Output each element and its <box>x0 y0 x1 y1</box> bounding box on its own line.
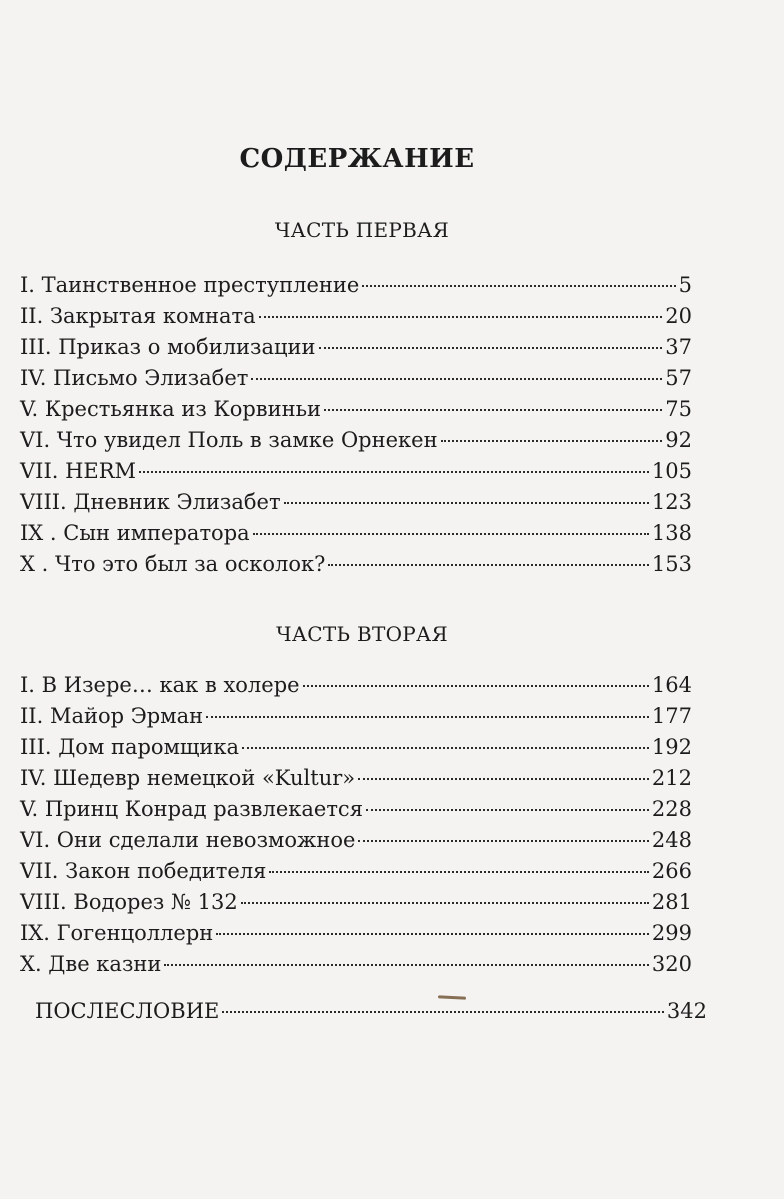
dot-leader <box>164 964 649 966</box>
toc-entry-title: I. Таинственное преступление <box>20 273 360 297</box>
toc-entry-title: IX. Гогенцоллерн <box>20 921 214 945</box>
toc-entry-page: 5 <box>678 273 692 297</box>
dot-leader <box>222 1011 664 1013</box>
toc-entry-page: 192 <box>651 735 692 759</box>
part-one-heading: ЧАСТЬ ПЕРВАЯ <box>274 218 450 242</box>
toc-entry-title: VIII. Дневник Элизабет <box>20 490 281 514</box>
dot-leader <box>324 409 662 411</box>
toc-entry-title: V. Принц Конрад развлекается <box>20 797 363 821</box>
toc-entry-page: 153 <box>651 552 692 576</box>
toc-entry-page: 228 <box>651 797 692 821</box>
toc-entry-page: 20 <box>665 304 692 328</box>
toc-entry <box>20 732 692 763</box>
toc-entry <box>20 332 692 363</box>
part-two-toc-list <box>20 670 692 980</box>
dot-leader <box>251 378 662 380</box>
toc-entry-page: 123 <box>651 490 692 514</box>
dot-leader <box>328 564 649 566</box>
toc-entry-page: 75 <box>665 397 692 421</box>
dot-leader <box>216 933 649 935</box>
toc-entry-page: 266 <box>651 859 692 883</box>
toc-entry-title: II. Майор Эрман <box>20 704 204 728</box>
toc-entry <box>20 518 692 549</box>
toc-entry <box>20 949 692 980</box>
toc-entry <box>20 549 692 580</box>
toc-entry-page: 177 <box>651 704 692 728</box>
toc-entry <box>20 856 692 887</box>
toc-entry-title: V. Крестьянка из Корвиньи <box>20 397 322 421</box>
toc-entry <box>20 887 692 918</box>
toc-entry <box>20 701 692 732</box>
dot-leader <box>241 902 649 904</box>
toc-entry-page: 37 <box>665 335 692 359</box>
dot-leader <box>206 716 649 718</box>
toc-entry <box>20 670 692 701</box>
afterword-entry <box>35 996 707 1027</box>
dot-leader <box>358 778 649 780</box>
toc-entry-title: IV. Письмо Элизабет <box>20 366 249 390</box>
toc-entry-page: 105 <box>651 459 692 483</box>
toc-entry <box>20 301 692 332</box>
dot-leader <box>366 809 649 811</box>
toc-entry-title: III. Дом паромщика <box>20 735 240 759</box>
toc-entry <box>20 456 692 487</box>
dot-leader <box>269 871 648 873</box>
toc-entry-title: X. Две казни <box>20 952 162 976</box>
toc-entry <box>20 270 692 301</box>
dot-leader <box>441 440 663 442</box>
toc-entry-title: VI. Что увидел Поль в замке Орнекен <box>20 428 438 452</box>
toc-entry <box>20 394 692 425</box>
toc-entry <box>20 425 692 456</box>
toc-entry-title: VII. Закон победителя <box>20 859 267 883</box>
dot-leader <box>319 347 663 349</box>
toc-entry-page: 299 <box>651 921 692 945</box>
toc-entry-title: III. Приказ о мобилизации <box>20 335 316 359</box>
toc-entry-page: 248 <box>651 828 692 852</box>
toc-entry-page: 92 <box>665 428 692 452</box>
toc-entry <box>20 763 692 794</box>
toc-entry-page: 320 <box>651 952 692 976</box>
dot-leader <box>303 685 649 687</box>
toc-entry-title: IX . Сын императора <box>20 521 250 545</box>
dot-leader <box>242 747 649 749</box>
toc-entry-page: 57 <box>665 366 692 390</box>
afterword-page: 342 <box>666 999 707 1023</box>
toc-entry-page: 164 <box>651 673 692 697</box>
toc-entry-title: II. Закрытая комната <box>20 304 256 328</box>
toc-entry-page: 281 <box>651 890 692 914</box>
toc-entry-title: I. В Изере… как в холере <box>20 673 300 697</box>
toc-entry-title: IV. Шедевр немецкой «Kultur» <box>20 766 356 790</box>
toc-entry-title: VII. HERM <box>20 459 137 483</box>
toc-entry-title: VI. Они сделали невозможное <box>20 828 356 852</box>
afterword-title: ПОСЛЕСЛОВИЕ <box>35 999 220 1023</box>
dot-leader <box>362 285 675 287</box>
dot-leader <box>253 533 649 535</box>
toc-entry-title: X . Что это был за осколок? <box>20 552 326 576</box>
toc-entry <box>20 918 692 949</box>
dot-leader <box>139 471 649 473</box>
toc-entry <box>20 825 692 856</box>
part-one-toc-list <box>20 270 692 580</box>
toc-entry <box>20 794 692 825</box>
toc-entry <box>20 363 692 394</box>
dot-leader <box>358 840 649 842</box>
afterword-entry-list <box>35 996 707 1027</box>
page-title: СОДЕРЖАНИЕ <box>239 144 475 174</box>
toc-entry-page: 212 <box>651 766 692 790</box>
dot-leader <box>284 502 649 504</box>
part-two-heading: ЧАСТЬ ВТОРАЯ <box>276 622 448 646</box>
toc-entry <box>20 487 692 518</box>
toc-entry-page: 138 <box>651 521 692 545</box>
dot-leader <box>259 316 663 318</box>
toc-entry-title: VIII. Водорез № 132 <box>20 890 238 914</box>
